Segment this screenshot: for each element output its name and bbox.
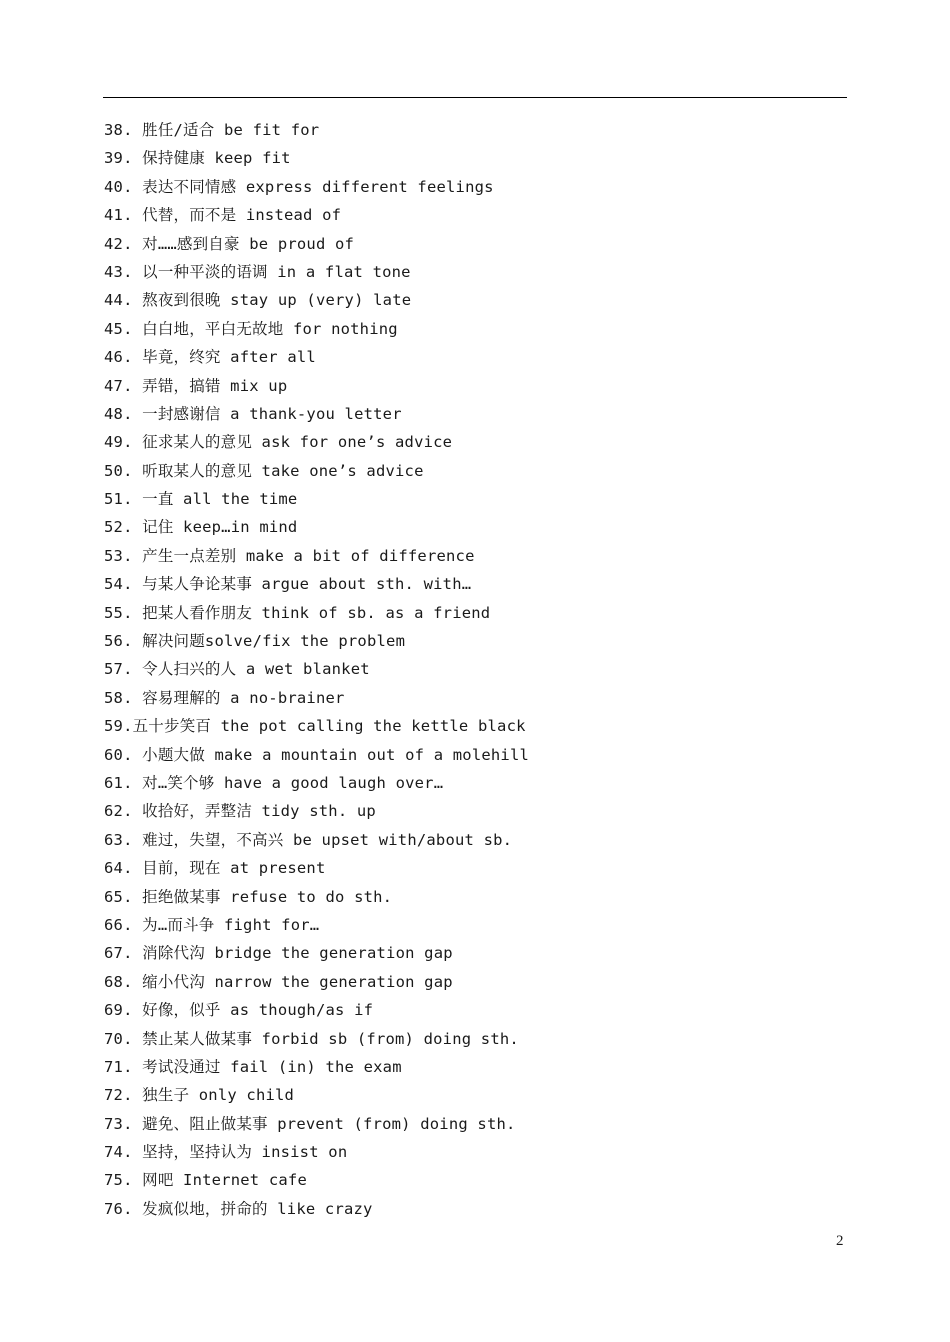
phrase-entry: 59.五十步笑百 the pot calling the kettle black xyxy=(104,717,526,736)
phrase-entry: 68. 缩小代沟 narrow the generation gap xyxy=(104,972,453,991)
phrase-entry: 61. 对…笑个够 have a good laugh over… xyxy=(104,773,444,792)
phrase-entry: 76. 发疯似地，拼命的 like crazy xyxy=(104,1199,373,1218)
phrase-entry: 69. 好像，似乎 as though/as if xyxy=(104,1001,374,1020)
phrase-entry: 67. 消除代沟 bridge the generation gap xyxy=(104,944,453,963)
phrase-entry: 71. 考试没通过 fail (in) the exam xyxy=(104,1057,402,1076)
phrase-entry: 53. 产生一点差别 make a bit of difference xyxy=(104,546,475,565)
phrase-entry: 66. 为…而斗争 fight for… xyxy=(104,915,320,934)
phrase-entry: 46. 毕竟，终究 after all xyxy=(104,348,316,367)
phrase-entry: 38. 胜任/适合 be fit for xyxy=(104,121,320,139)
page-number: 2 xyxy=(836,1233,844,1249)
phrase-entry: 70. 禁止某人做某事 forbid sb (from) doing sth. xyxy=(104,1029,519,1048)
phrase-entry: 72. 独生子 only child xyxy=(104,1086,295,1105)
phrase-entry: 65. 拒绝做某事 refuse to do sth. xyxy=(104,887,393,906)
phrase-entry: 73. 避免、阻止做某事 prevent (from) doing sth. xyxy=(104,1114,516,1133)
phrase-entry: 58. 容易理解的 a no-brainer xyxy=(104,688,345,707)
phrase-entry: 75. 网吧 Internet cafe xyxy=(104,1171,307,1190)
phrase-entry: 56. 解决问题solve/fix the problem xyxy=(104,632,406,651)
phrase-entry: 60. 小题大做 make a mountain out of a molehill xyxy=(104,745,530,764)
phrase-entry: 52. 记住 keep…in mind xyxy=(104,518,298,537)
phrase-entry: 40. 表达不同情感 express different feelings xyxy=(104,177,494,196)
phrase-entry: 51. 一直 all the time xyxy=(104,490,298,509)
phrase-entry: 48. 一封感谢信 a thank-you letter xyxy=(104,404,402,423)
phrase-entry: 57. 令人扫兴的人 a wet blanket xyxy=(104,660,370,679)
phrase-entry: 63. 难过，失望，不高兴 be upset with/about sb. xyxy=(104,830,513,849)
header-rule xyxy=(103,97,847,98)
phrase-entry: 49. 征求某人的意见 ask for one’s advice xyxy=(104,433,453,452)
phrase-entry: 43. 以一种平淡的语调 in a flat tone xyxy=(104,262,411,281)
phrase-entry: 55. 把某人看作朋友 think of sb. as a friend xyxy=(104,603,491,622)
phrase-entry: 42. 对……感到自豪 be proud of xyxy=(104,234,355,253)
phrase-entry: 74. 坚持，坚持认为 insist on xyxy=(104,1143,348,1162)
phrase-entry: 54. 与某人争论某事 argue about sth. with… xyxy=(104,575,472,594)
phrase-list xyxy=(104,116,844,1223)
phrase-entry: 64. 目前，现在 at present xyxy=(104,859,326,878)
phrase-entry: 44. 熬夜到很晚 stay up (very) late xyxy=(104,291,412,310)
phrase-entry: 50. 听取某人的意见 take one’s advice xyxy=(104,461,424,480)
phrase-entry: 62. 收拾好，弄整洁 tidy sth. up xyxy=(104,802,376,821)
phrase-entry: 47. 弄错，搞错 mix up xyxy=(104,376,288,395)
phrase-entry: 41. 代替，而不是 instead of xyxy=(104,206,342,225)
phrase-entry: 39. 保持健康 keep fit xyxy=(104,149,291,168)
phrase-entry: 45. 白白地，平白无故地 for nothing xyxy=(104,319,398,338)
